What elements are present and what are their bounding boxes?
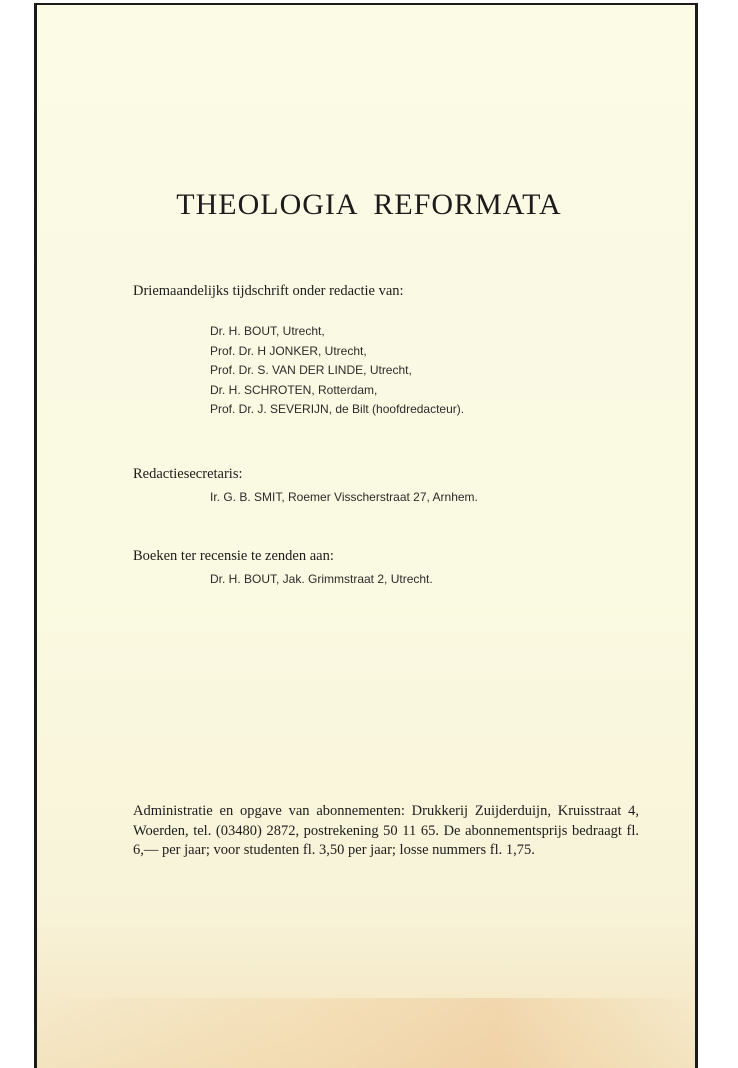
editor-item: Prof. Dr. S. VAN DER LINDE, Utrecht,	[210, 363, 412, 377]
editor-item: Prof. Dr. H JONKER, Utrecht,	[210, 343, 367, 358]
reviews-address: Dr. H. BOUT, Jak. Grimmstraat 2, Utrecht.	[210, 572, 433, 586]
secretary-name: Ir. G. B. SMIT, Roemer Visscherstraat 27, Arnhem.	[210, 490, 478, 504]
editor-item: Prof. Dr. J. SEVERIJN, de Bilt (hoofdredacteur).	[210, 402, 465, 416]
editors-heading: Driemaandelijks tijdschrift onder redactie van:	[133, 283, 404, 299]
editor-item: Dr. H. BOUT, Utrecht,	[210, 324, 325, 338]
editors-list	[210, 322, 464, 420]
administration-text: Administratie en opgave van abonnementen: Drukkerij Zuijderduijn, Kruisstraat 4, Woerden, tel. (03480) 2872, postrekening 50 11 65. De abonnementsprijs bedraagt fl. 6,— per jaar; voor studenten fl. 3,50 per jaar; losse nummers fl. 1,75.	[133, 803, 639, 858]
reviews-heading: Boeken ter recensie te zenden aan:	[133, 548, 334, 564]
secretary-heading: Redactiesecretaris:	[133, 466, 243, 482]
journal-title: THEOLOGIA REFORMATA	[176, 188, 562, 221]
journal-page	[34, 3, 698, 1068]
editor-item: Dr. H. SCHROTEN, Rotterdam,	[210, 382, 378, 397]
